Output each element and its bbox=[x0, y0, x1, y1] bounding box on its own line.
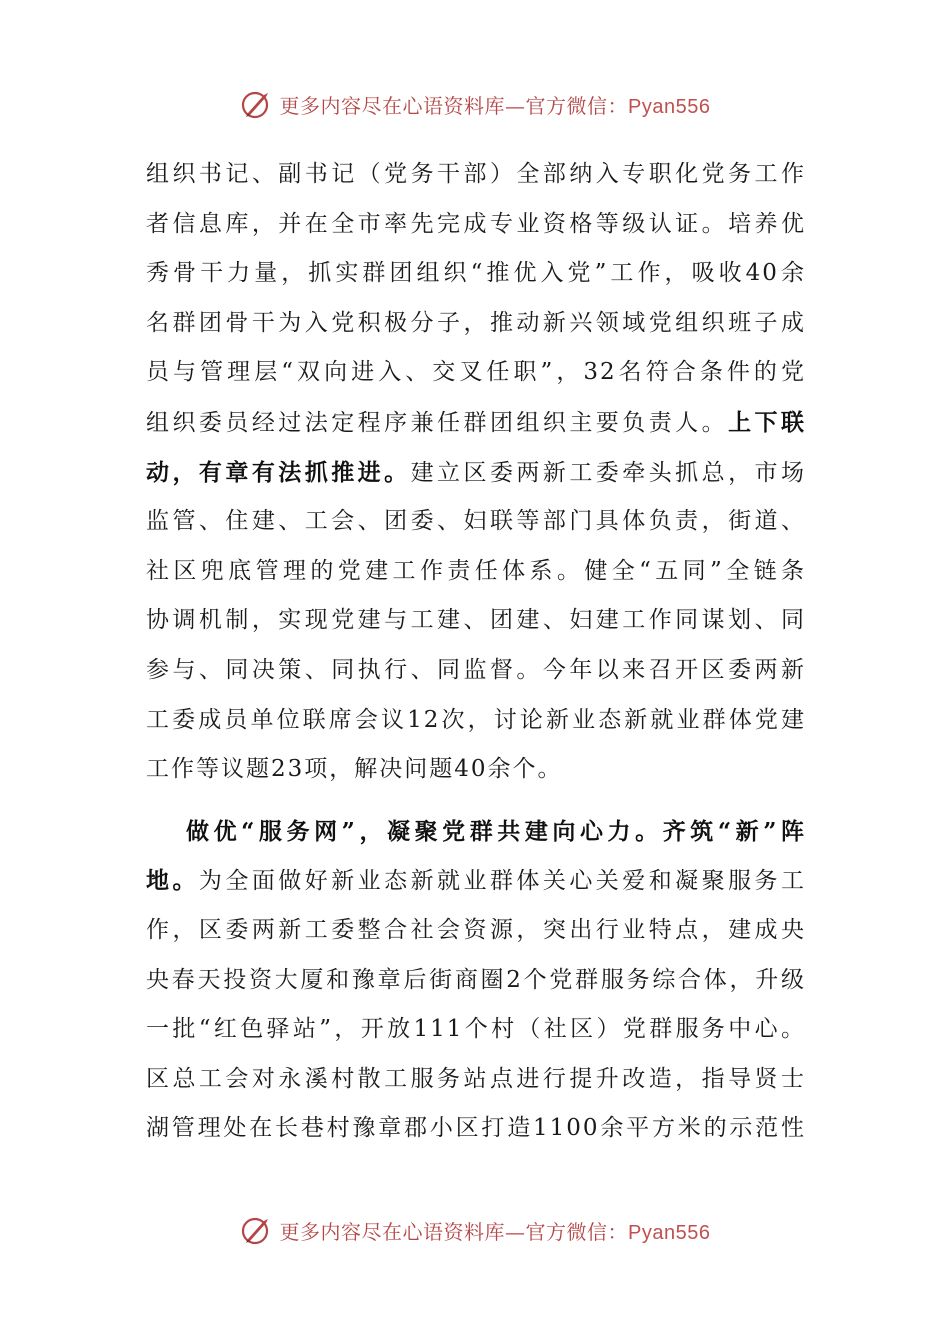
text-line: 湖管理处在长巷村豫章郡小区打造1100余平方米的示范性 bbox=[146, 1115, 806, 1142]
text-line: 参与、同决策、同执行、同监督。今年以来召开区委两新 bbox=[146, 656, 806, 683]
header-watermark-banner bbox=[0, 84, 950, 124]
text-line: 工委成员单位联席会议12次，讨论新业态新就业群体党建 bbox=[146, 706, 806, 733]
bold-heading: 地。 bbox=[146, 867, 199, 895]
pen-nib-icon bbox=[240, 1213, 274, 1247]
bold-heading: 做优“服务网”，凝聚党群共建向心力。齐筑“新”阵 bbox=[186, 817, 806, 845]
text-line: 工作等议题23项，解决问题40余个。 bbox=[146, 756, 563, 783]
header-watermark-text: 更多内容尽在心语资料库—官方微信：Pyan556 bbox=[279, 93, 711, 118]
text-line: 员与管理层“双向进入、交叉任职”，32名符合条件的党 bbox=[146, 359, 806, 386]
wechat-id: Pyan556 bbox=[628, 95, 711, 118]
text-line bbox=[146, 807, 806, 857]
text-line: 者信息库，并在全市率先完成专业资格等级认证。培养优 bbox=[146, 210, 806, 237]
bold-heading: 上下联 bbox=[728, 408, 807, 436]
text-line: 协调机制，实现党建与工建、团建、妇建工作同谋划、同 bbox=[146, 607, 806, 634]
text-line: 央春天投资大厦和豫章后街商圈2个党群服务综合体，升级 bbox=[146, 966, 806, 993]
text-line: 区总工会对永溪村散工服务站点进行提升改造，指导贤士 bbox=[146, 1065, 806, 1092]
text-line: 组织书记、副书记（党务干部）全部纳入专职化党务工作 bbox=[146, 161, 806, 187]
text-line: 秀骨干力量，抓实群团组织“推优入党”工作，吸收40余 bbox=[146, 260, 806, 287]
text-line: 作，区委两新工委整合社会资源，突出行业特点，建成央 bbox=[146, 916, 806, 943]
text-line: 名群团骨干为入党积极分子，推动新兴领域党组织班子成 bbox=[146, 309, 806, 336]
text-line: 一批“红色驿站”，开放111个村（社区）党群服务中心。 bbox=[146, 1016, 806, 1043]
footer-watermark-text: 更多内容尽在心语资料库—官方微信：Pyan556 bbox=[279, 1219, 711, 1244]
pen-nib-icon bbox=[240, 87, 274, 121]
footer-watermark-banner bbox=[0, 1210, 950, 1250]
text-line: 监管、住建、工会、团委、妇联等部门具体负责，街道、 bbox=[146, 508, 806, 535]
text-line: 组织委员经过法定程序兼任群团组织主要负责人。上下联 bbox=[146, 408, 807, 436]
document-body bbox=[146, 150, 806, 1154]
text-line: 社区兜底管理的党建工作责任体系。健全“五同”全链条 bbox=[146, 557, 806, 584]
text-line: 动，有章有法抓推进。建立区委两新工委牵头抓总，市场 bbox=[146, 458, 807, 486]
text-line: 地。为全面做好新业态新就业群体关心关爱和凝聚服务工 bbox=[146, 867, 807, 895]
wechat-id: Pyan556 bbox=[628, 1221, 711, 1244]
bold-heading: 动，有章有法抓推进。 bbox=[146, 458, 411, 486]
